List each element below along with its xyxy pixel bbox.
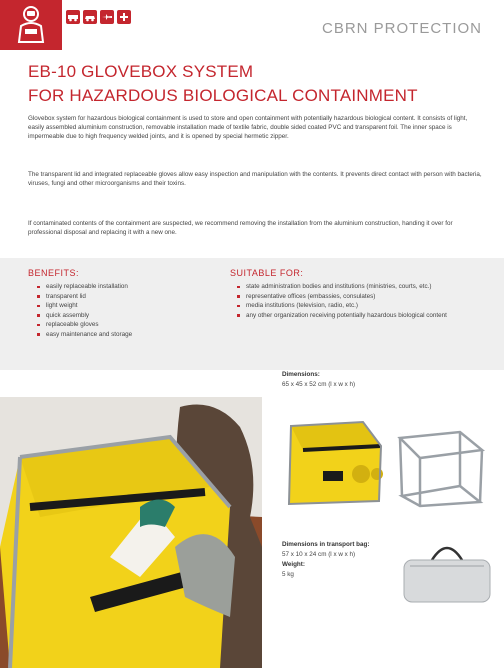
title-line-1: EB-10 GLOVEBOX SYSTEM: [28, 62, 254, 81]
dimensions-value: 65 x 45 x 52 cm (l x w x h): [282, 381, 356, 388]
vehicle-icon: [83, 10, 97, 24]
vehicle-icon: [66, 10, 80, 24]
product-yellow-box-image: [283, 416, 386, 508]
intro-paragraph-3: If contaminated contents of the containment are suspected, we recommend removing the installation from the aluminium construction, handing it over for professional disposal and replacing it with a new one.: [28, 220, 453, 236]
title-line-2: FOR HAZARDOUS BIOLOGICAL CONTAINMENT: [28, 86, 418, 105]
list-item: light weight: [34, 301, 214, 311]
header: [0, 0, 504, 50]
logo: [0, 0, 62, 50]
list-item: transparent lid: [34, 292, 214, 302]
list-item: quick assembly: [34, 311, 214, 321]
hazmat-person-icon: [0, 0, 62, 50]
dimensions-label: Dimensions:: [282, 371, 320, 378]
benefits-list: [34, 282, 214, 340]
list-item: easily replaceable installation: [34, 282, 214, 292]
product-photo: [0, 397, 262, 668]
list-item: state administration bodies and institutions (ministries, courts, etc.): [234, 282, 474, 292]
transport-dimensions-value: 57 x 10 x 24 cm (l x w x h): [282, 551, 356, 558]
aircraft-icon: [100, 10, 114, 24]
transport-bag-image: [400, 536, 494, 608]
list-item: any other organization receiving potentially hazardous biological content: [234, 311, 474, 321]
list-item: replaceable gloves: [34, 320, 214, 330]
benefits-heading: BENEFITS:: [28, 268, 80, 278]
list-item: media institutions (television, radio, etc.): [234, 301, 474, 311]
list-item: representative offices (embassies, consulates): [234, 292, 474, 302]
brand-label: CBRN PROTECTION: [321, 20, 482, 37]
page-title: [28, 60, 418, 108]
intro-paragraph-2: The transparent lid and integrated replaceable gloves allow easy inspection and manipulation with the contents. It prevents direct contact with person with bacteria, viruses, fungi and other microorganisms and their toxins.: [28, 171, 482, 187]
medical-cross-icon: [117, 10, 131, 24]
intro-paragraph-1: Glovebox system for hazardous biological containment is used to store and open containment with potentially hazardous biological content. It consists of light, easily assembled aluminium construction, removable installation made of textile fabric, double sided coated PVC and transparent foil. The inner space is impermeable due to high frequency welded joints, and it is opened by special hermetic zipper.: [28, 115, 468, 140]
category-icons: [66, 10, 131, 24]
weight-label: Weight:: [282, 561, 305, 568]
suitable-list: [234, 282, 474, 320]
aluminium-frame-image: [390, 416, 490, 508]
list-item: easy maintenance and storage: [34, 330, 214, 340]
suitable-heading: SUITABLE FOR:: [230, 268, 304, 278]
transport-dimensions-label: Dimensions in transport bag:: [282, 541, 370, 548]
weight-value: 5 kg: [282, 571, 294, 578]
